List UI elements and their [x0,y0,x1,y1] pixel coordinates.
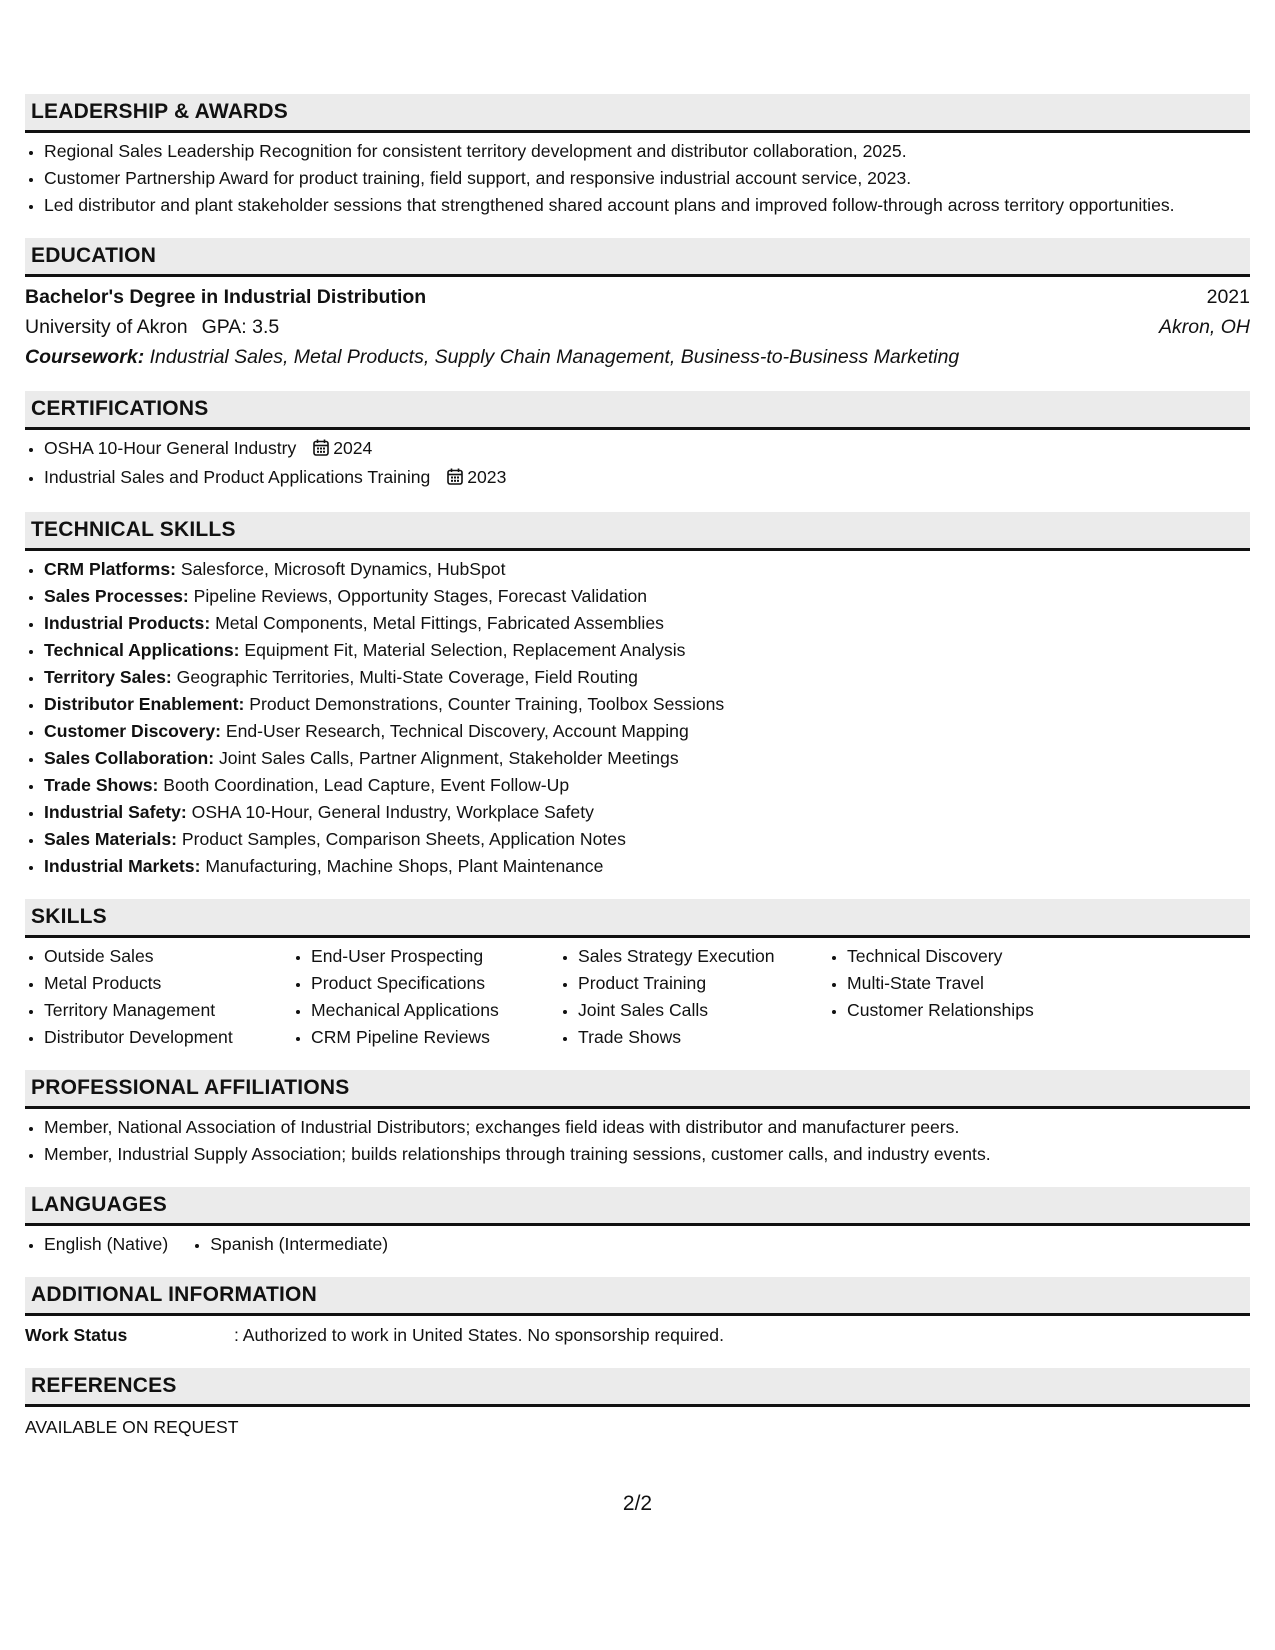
skill-label: Sales Collaboration: [44,748,215,768]
skill-value: Product Samples, Comparison Sheets, Application Notes [181,829,626,849]
section-heading: REFERENCES [25,1368,1250,1407]
list-item [44,772,1250,799]
list-item [44,799,1250,826]
skill-label: Trade Shows: [44,775,159,795]
section-heading: LEADERSHIP & AWARDS [25,94,1250,133]
list-item [44,745,1250,772]
skill-label: Sales Materials: [44,829,178,849]
list-item: • Technical Discovery [847,943,1079,970]
list-item [44,464,1250,493]
list-item [44,610,1250,637]
school-name: University of Akron [25,316,188,338]
section-heading: LANGUAGES [25,1187,1250,1226]
list-item: • Product Training [578,970,810,997]
list-item: • Distributor Development [44,1024,274,1051]
section-heading: CERTIFICATIONS [25,391,1250,430]
skill-value: OSHA 10-Hour, General Industry, Workplace Safety [191,802,594,822]
education-row-school [25,312,1250,342]
skills-column [25,943,274,1051]
references-text: AVAILABLE ON REQUEST [25,1417,239,1437]
list-item: • Customer Relationships [847,997,1079,1024]
section-references [25,1368,1250,1441]
skill-value: Metal Components, Metal Fittings, Fabricated Assemblies [215,613,664,633]
list-item [44,664,1250,691]
section-heading: EDUCATION [25,238,1250,277]
work-status-row [25,1321,1250,1349]
skill-value: Pipeline Reviews, Opportunity Stages, Forecast Validation [193,586,648,606]
work-status-value: : Authorized to work in United States. No sponsorship required. [234,1325,724,1345]
section-heading: ADDITIONAL INFORMATION [25,1277,1250,1316]
skill-value: Manufacturing, Machine Shops, Plant Maintenance [205,856,604,876]
degree-name: Bachelor's Degree in Industrial Distribution [25,286,427,308]
list-item: • Led distributor and plant stakeholder sessions that strengthened shared account plans and improved follow-through across territory opportunities. [44,192,1250,219]
section-education [25,238,1250,372]
skill-label: Industrial Safety: [44,802,187,822]
list-item: • Sales Strategy Execution [578,943,810,970]
skill-value: End-User Research, Technical Discovery, Account Mapping [225,721,689,741]
list-item: • Regional Sales Leadership Recognition for consistent territory development and distributor collaboration, 2025. [44,138,1250,165]
languages-list [25,1231,1250,1258]
list-item: • Territory Management [44,997,274,1024]
list-item [44,826,1250,853]
section-heading: PROFESSIONAL AFFILIATIONS [25,1070,1250,1109]
skills-column [292,943,541,1051]
list-item: • English (Native) [44,1231,168,1258]
calendar-icon [447,466,463,493]
list-item: • Member, National Association of Industrial Distributors; exchanges field ideas with distributor and manufacturer peers. [44,1114,1250,1141]
skill-label: Distributor Enablement: [44,694,245,714]
skill-label: Technical Applications: [44,640,240,660]
list-item: • Customer Partnership Award for product training, field support, and responsive industrial account service, 2023. [44,165,1250,192]
section-skills [25,899,1250,1051]
list-item: • Spanish (Intermediate) [210,1231,388,1258]
skill-label: Territory Sales: [44,667,172,687]
certification-year: 2024 [333,438,373,458]
skill-label: Industrial Products: [44,613,211,633]
leadership-list [25,138,1250,219]
section-heading: SKILLS [25,899,1250,938]
list-item: • Metal Products [44,970,274,997]
list-item [44,435,1250,464]
skill-value: Booth Coordination, Lead Capture, Event Follow-Up [163,775,570,795]
section-leadership-awards [25,94,1250,219]
graduation-year: 2021 [1206,286,1250,308]
section-certifications [25,391,1250,493]
list-item: • Joint Sales Calls [578,997,810,1024]
skill-label: Customer Discovery: [44,721,221,741]
skill-label: Sales Processes: [44,586,189,606]
certification-name: Industrial Sales and Product Applications Training [44,467,431,487]
school-line [25,312,279,342]
coursework [25,342,1250,372]
section-professional-affiliations [25,1070,1250,1168]
calendar-icon [313,437,329,464]
skills-columns [25,943,1250,1051]
skills-column [559,943,810,1051]
list-item [44,556,1250,583]
list-item: • Member, Industrial Supply Association; builds relationships through training sessions, customer calls, and industry events. [44,1141,1250,1168]
skill-value: Salesforce, Microsoft Dynamics, HubSpot [180,559,506,579]
section-heading: TECHNICAL SKILLS [25,512,1250,551]
page-number: 2/2 [622,1492,653,1515]
affiliations-list [25,1114,1250,1168]
section-additional-information [25,1277,1250,1349]
certification-year: 2023 [467,467,507,487]
list-item: • Mechanical Applications [311,997,541,1024]
coursework-value: Industrial Sales, Metal Products, Supply Chain Management, Business-to-Business Marketing [149,346,960,368]
list-item: • Outside Sales [44,943,274,970]
list-item: • CRM Pipeline Reviews [311,1024,541,1051]
list-item: • Trade Shows [578,1024,810,1051]
resume-page [25,94,1250,1460]
list-item: • Multi-State Travel [847,970,1079,997]
school-location: Akron, OH [1158,316,1250,338]
list-item: • Product Specifications [311,970,541,997]
certification-name: OSHA 10-Hour General Industry [44,438,297,458]
gpa: GPA: 3.5 [201,316,280,338]
education-row-degree [25,282,1250,312]
skill-value: Geographic Territories, Multi-State Coverage, Field Routing [176,667,638,687]
work-status-label: Work Status [25,1325,128,1345]
certifications-list [25,435,1250,493]
list-item [44,637,1250,664]
list-item [44,853,1250,880]
list-item [44,583,1250,610]
skill-value: Equipment Fit, Material Selection, Replacement Analysis [244,640,686,660]
section-languages [25,1187,1250,1258]
list-item [44,718,1250,745]
skill-value: Product Demonstrations, Counter Training, Toolbox Sessions [249,694,725,714]
skill-value: Joint Sales Calls, Partner Alignment, Stakeholder Meetings [219,748,679,768]
list-item [44,691,1250,718]
section-technical-skills [25,512,1250,880]
skill-label: CRM Platforms: [44,559,176,579]
skill-label: Industrial Markets: [44,856,201,876]
skills-column [828,943,1079,1051]
list-item: • End-User Prospecting [311,943,541,970]
coursework-label: Coursework: [25,346,145,368]
technical-skills-list [25,556,1250,880]
